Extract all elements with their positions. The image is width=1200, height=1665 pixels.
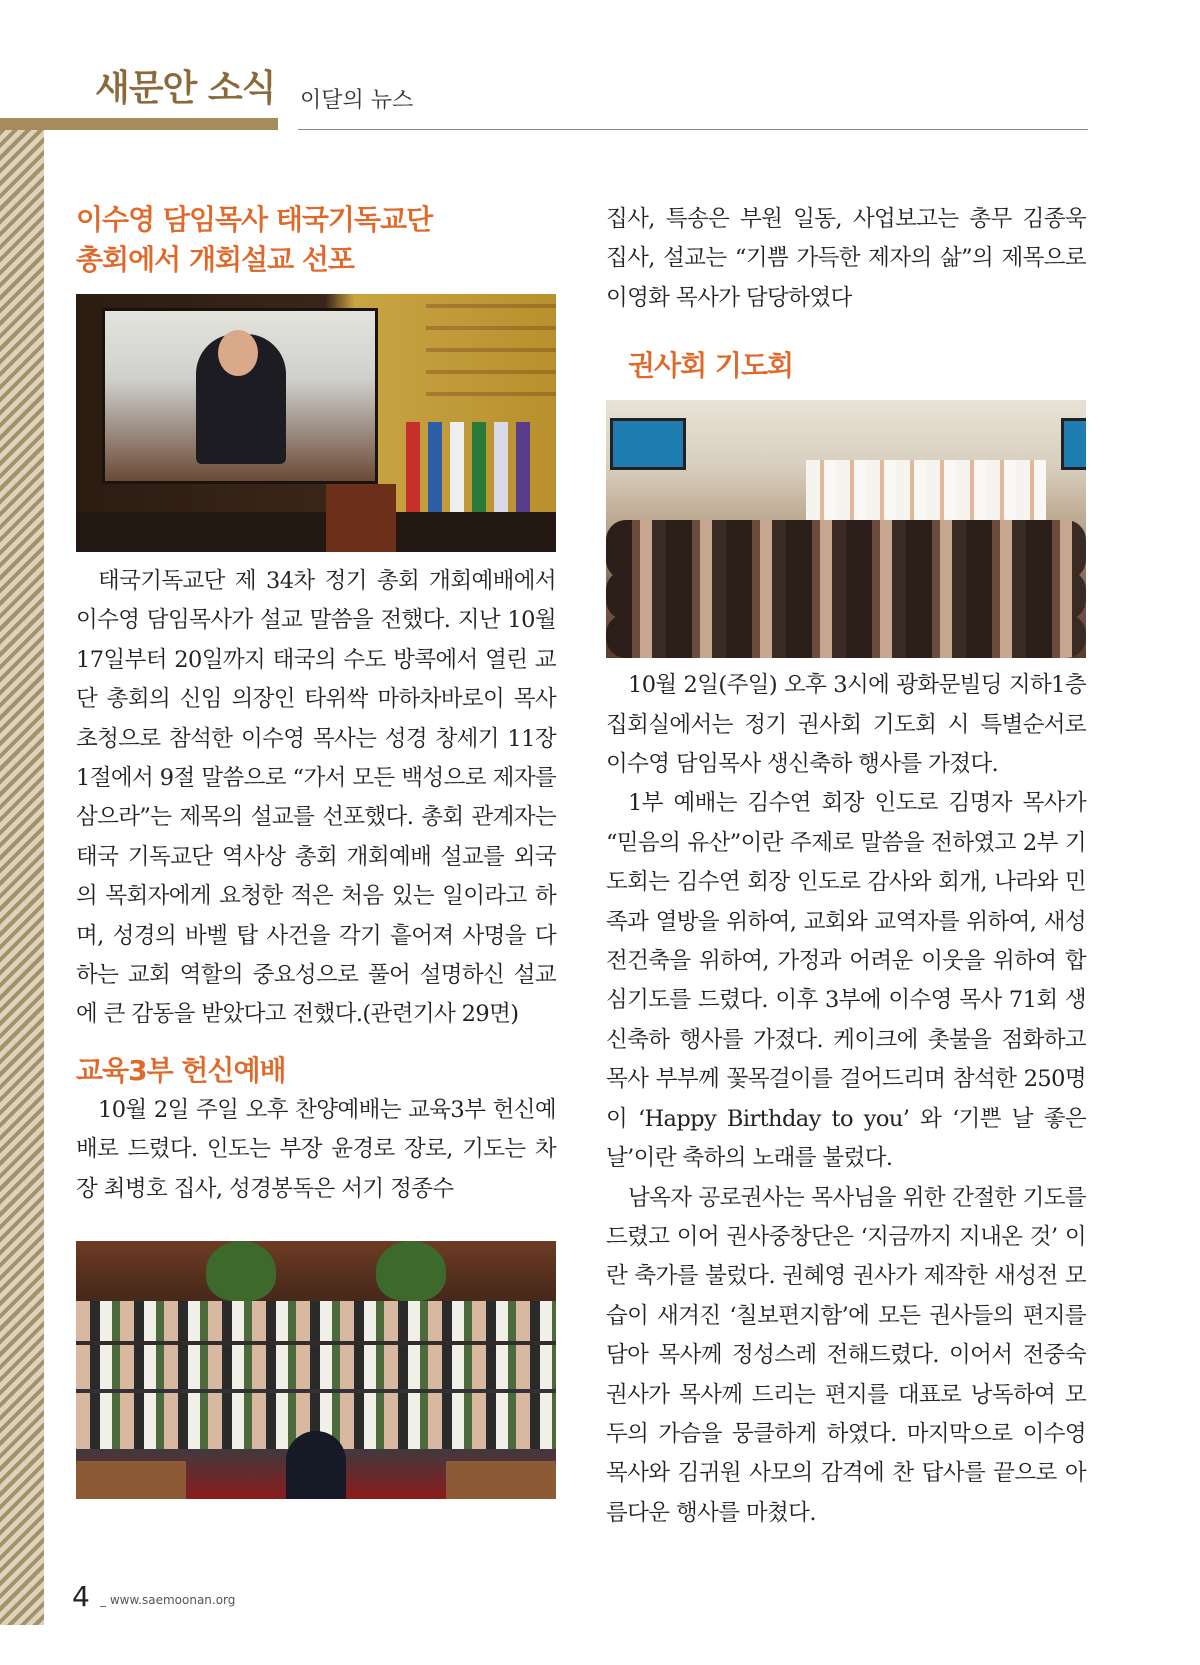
header-accent-bar	[0, 118, 278, 130]
thailand-article-title	[76, 200, 556, 280]
thailand-title-line2: 총회에서 개회설교 선포	[76, 243, 354, 276]
prayer-article-para3: 남옥자 공로권사는 목사님을 위한 간절한 기도를 드렸고 이어 권사중창단은 ‘지금까지 지내온 것’ 이란 축가를 불렀다. 권혜영 권사가 제작한 새성전 모습이 새겨진 ‘칠보편지함’에 모든 권사들의 편지를 담아 목사께 정성스레 전해드렸다. 이어서 전중숙 권사가 목사께 드리는 편지를 대표로 낭독하여 모두의 가슴을 뭉클하게 하였다. 마지막으로 이수영 목사와 김귀원 사모의 감격에 찬 답사를 끝으로 아름다운 행사를 마쳤다.	[606, 1184, 1086, 1526]
header-divider	[298, 129, 1088, 130]
education-worship-photo	[76, 1241, 556, 1499]
education-article-body-part1: 10월 2일 주일 오후 찬양예배는 교육3부 헌신예배로 드렸다. 인도는 부장 윤경로 장로, 기도는 차장 최병호 집사, 성경봉독은 서기 정종수	[76, 1096, 556, 1202]
prayer-article-para2: 1부 예배는 김수연 회장 인도로 김명자 목사가 “믿음의 유산”이란 주제로 말씀을 전하였고 2부 기도회는 김수연 회장 인도로 감사와 회개, 나라와 민족과 열방을 위하여, 교회와 교역자를 위하여, 새성전건축을 위하여, 가정과 어려운 이웃을 위하여 합심기도를 드렸다. 이후 3부에 이수영 목사 71회 생신축하 행사를 가졌다. 케이크에 촛불을 점화하고 목사 부부께 꽃목걸이를 걸어드리며 참석한 250명이 ‘Happy Birthday to you’ 와 ‘기쁜 날 좋은 날’이란 축하의 노래를 불렀다.	[606, 790, 1086, 1172]
education-article-title: 교육3부 헌신예배	[76, 1053, 286, 1087]
section-subtitle: 이달의 뉴스	[300, 88, 414, 113]
prayer-meeting-photo	[606, 400, 1086, 658]
right-column	[606, 200, 1086, 1533]
prayer-article-title: 권사회 기도회	[628, 349, 794, 383]
decorative-side-stripe	[0, 130, 44, 1625]
footer-url: _ www.saemoonan.org	[100, 1593, 236, 1607]
thailand-assembly-photo	[76, 294, 556, 552]
section-title: 새문안 소식	[95, 68, 276, 109]
prayer-article-para1: 10월 2일(주일) 오후 3시에 광화문빌딩 지하1층 집회실에서는 정기 권사회 기도회 시 특별순서로 이수영 담임목사 생신축하 행사를 가졌다.	[606, 672, 1086, 778]
thailand-title-line1: 이수영 담임목사 태국기독교단	[76, 203, 433, 236]
page-number: 4	[72, 1580, 90, 1613]
left-column	[76, 200, 556, 1499]
thailand-article-body: 태국기독교단 제 34차 정기 총회 개회예배에서 이수영 담임목사가 설교 말씀을 전했다. 지난 10월 17일부터 20일까지 태국의 수도 방콕에서 열린 교단 총회의 신임 의장인 타위싹 마하차바로이 목사 초청으로 참석한 이수영 목사는 성경 창세기 11장 1절에서 9절 말씀으로 “가서 모든 백성으로 제자를 삼으라”는 제목의 설교를 선포했다. 총회 관계자는 태국 기독교단 역사상 총회 개회예배 설교를 외국의 목회자에게 요청한 적은 처음 있는 일이라고 하며, 성경의 바벨 탑 사건을 각기 흩어져 사명을 다하는 교회 역할의 중요성으로 풀어 설명하신 설교에 큰 감동을 받았다고 전했다.(관련기사 29면)	[76, 568, 556, 1028]
education-article-body-part2: 집사, 특송은 부원 일동, 사업보고는 총무 김종욱 집사, 설교는 “기쁨 가득한 제자의 삶”의 제목으로 이영화 목사가 담당하였다	[606, 206, 1086, 311]
